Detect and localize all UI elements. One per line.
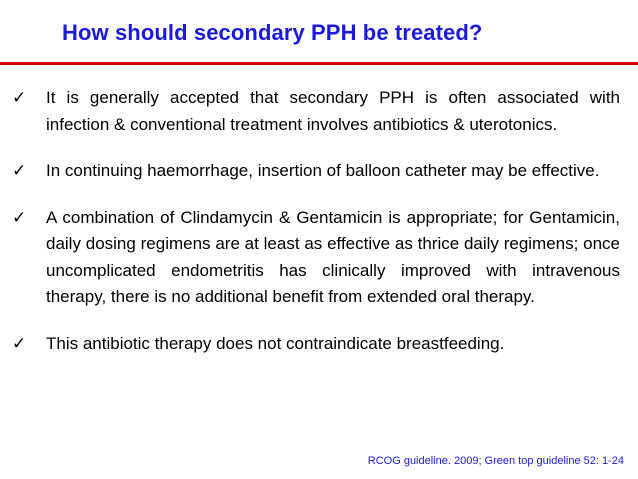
bullet-text: In continuing haemorrhage, insertion of balloon catheter may be effective. [46, 161, 600, 180]
bullet-text: This antibiotic therapy does not contraindicate breastfeeding. [46, 333, 505, 353]
bullet-item [8, 331, 620, 358]
bullet-text: It is generally accepted that secondary PPH is often associated with infection & conventional treatment involves antibiotics & uterotonics. [46, 88, 620, 134]
bullet-item [8, 205, 620, 311]
slide-title: How should secondary PPH be treated? [62, 20, 483, 45]
checkmark-icon: ✓ [12, 88, 27, 108]
bullet-item [8, 85, 620, 138]
bullet-list [8, 85, 620, 357]
bullet-item [8, 158, 620, 185]
checkmark-icon: ✓ [12, 161, 27, 181]
bullet-text: A combination of Clindamycin & Gentamicin is appropriate; for Gentamicin, daily dosing regimens are at least as effective as thrice daily regimens; once uncomplicated endometritis has clinically improved with intravenous therapy, there is no additional benefit from extended oral therapy. [46, 207, 620, 306]
checkmark-icon: ✓ [12, 333, 27, 354]
title-divider [0, 62, 638, 65]
checkmark-icon: ✓ [12, 207, 27, 228]
source-citation: RCOG guideline. 2009; Green top guideline 52: 1-24 [367, 455, 624, 467]
